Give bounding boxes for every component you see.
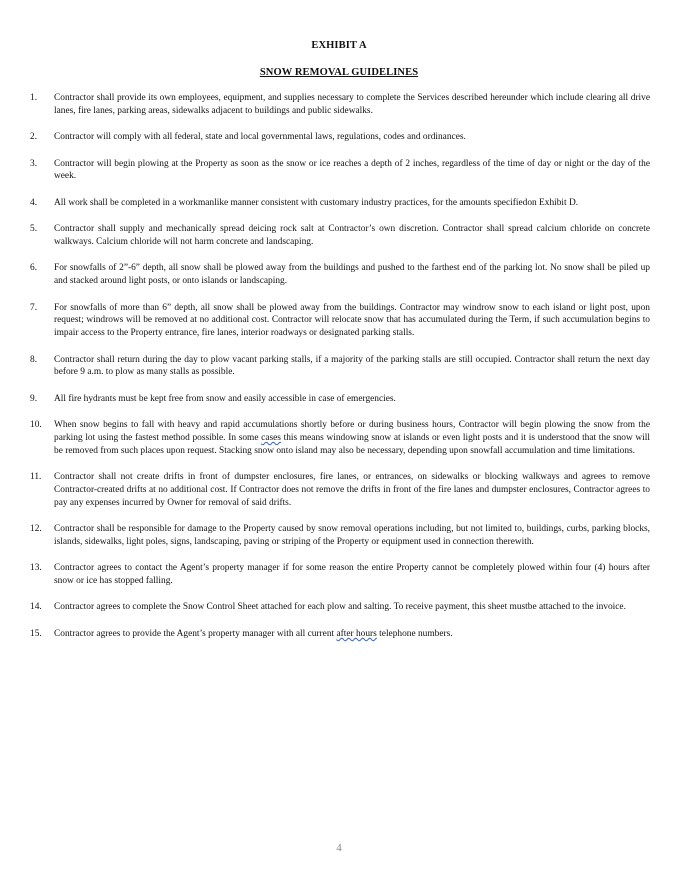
spellcheck-flagged-word[interactable]: cases <box>261 432 281 443</box>
item-text: Contractor will comply with all federal, state and local governmental laws, regulations, codes and ordinances. <box>54 132 466 143</box>
guideline-item-4 <box>30 197 650 210</box>
guideline-item-5 <box>30 223 650 249</box>
guidelines-list <box>30 92 650 654</box>
spellcheck-flagged-word[interactable]: after hours <box>336 628 377 639</box>
item-text: Contractor shall be responsible for damage to the Property caused by snow removal operations including, but not limited to, buildings, curbs, parking blocks, islands, sidewalks, light poles, signs, landscaping, paving or striping of the Property or equipment used in connection therewith. <box>54 524 650 547</box>
page-title: SNOW REMOVAL GUIDELINES <box>259 67 419 78</box>
guideline-item-6 <box>30 262 650 288</box>
item-text: All work shall be completed in a workmanlike manner consistent with customary industry practices, for the amounts specifiedon Exhibit D. <box>54 197 579 208</box>
item-number: 12. <box>30 524 42 535</box>
guideline-item-8 <box>30 354 650 380</box>
item-number: 6. <box>30 263 38 274</box>
guideline-item-13 <box>30 562 650 588</box>
item-text: Contractor agrees to complete the Snow Control Sheet attached for each plow and salting. To receive payment, this sheet mustbe attached to the invoice. <box>54 602 626 613</box>
guideline-item-10 <box>30 419 650 457</box>
item-number: 14. <box>30 602 42 613</box>
item-number: 7. <box>30 302 38 313</box>
item-number: 8. <box>30 354 38 365</box>
guideline-item-15 <box>30 628 650 641</box>
item-number: 1. <box>30 93 38 103</box>
item-text: All fire hydrants must be kept free from snow and easily accessible in case of emergencies. <box>54 393 396 404</box>
item-text: Contractor shall not create drifts in front of dumpster enclosures, fire lanes, or entrances, on sidewalks or blocking walkways and agrees to remove Contractor-created drifts at no additional cost. If Contractor does not remove the drifts in front of the fire lanes and dumpster enclosures, Contractor agrees to pay any expenses incurred by Owner for removal of said drifts. <box>54 472 650 508</box>
guideline-item-14 <box>30 601 650 614</box>
item-number: 15. <box>30 628 42 639</box>
item-text <box>54 629 453 639</box>
item-number: 3. <box>30 158 38 169</box>
item-number: 10. <box>30 420 42 431</box>
item-text: Contractor will begin plowing at the Property as soon as the snow or ice reaches a depth of 2 inches, regardless of the time of day or night or the day of the week. <box>54 158 650 182</box>
item-text: For snowfalls of more than 6” depth, all snow shall be plowed away from the buildings. Contractor may windrow snow to each island or light post, upon request; windrows will be removed at no additional cost. Contractor will relocate snow that has accumulated during the Term, if such accumulation begins to impair access to the Property entrance, fire lanes, interior roadways or designated parking stalls. <box>54 302 650 339</box>
item-number: 2. <box>30 132 38 143</box>
guideline-item-11 <box>30 471 650 509</box>
guideline-item-1 <box>30 92 650 118</box>
guideline-item-7 <box>30 302 650 340</box>
item-text-before: When snow begins to fall with heavy and rapid accumulations shortly before or during business hours, Contractor will begin plowing the snow from the parking lot using the fastest method possible. In some <box>54 420 650 443</box>
item-text: Contractor agrees to contact the Agent’s property manager if for some reason the entire Property cannot be completely plowed within four (4) hours after snow or ice has stopped falling. <box>54 563 650 587</box>
guideline-item-12 <box>30 523 650 549</box>
item-text-after: this means windowing snow at islands or even light posts and it is understood that the snow will be removed from such places upon request. Stacking snow onto island may also be necessary, depending upon snowfall accumulation and time limitations. <box>54 432 650 456</box>
item-text: Contractor shall provide its own employees, equipment, and supplies necessary to complete the Services described hereunder which include clearing all drive lanes, fire lanes, parking areas, sidewalks adjacent to buildings and public sidewalks. <box>54 93 650 116</box>
item-text-before: Contractor agrees to provide the Agent’s property manager with all current <box>54 628 337 639</box>
item-number: 5. <box>30 224 38 235</box>
item-text-after: telephone numbers. <box>376 628 453 639</box>
item-text: Contractor shall return during the day to plow vacant parking stalls, if a majority of the parking stalls are still occupied. Contractor shall return the next day before 9 a.m. to plow as many stalls as possible. <box>54 354 650 378</box>
guideline-item-3 <box>30 158 650 184</box>
page-number: 4 <box>336 842 342 854</box>
exhibit-heading: EXHIBIT A <box>311 40 367 51</box>
item-number: 9. <box>30 393 38 404</box>
guideline-item-9 <box>30 393 650 406</box>
guideline-item-2 <box>30 131 650 144</box>
item-number: 11. <box>30 472 42 483</box>
item-number: 4. <box>30 197 38 208</box>
item-number: 13. <box>30 563 42 574</box>
item-text <box>54 420 650 456</box>
item-text: Contractor shall supply and mechanically spread deicing rock salt at Contractor’s own discretion. Contractor shall spread calcium chloride on concrete walkways. Calcium chloride will not harm concrete and landscaping. <box>54 224 650 247</box>
item-text: For snowfalls of 2”-6” depth, all snow shall be plowed away from the buildings and pushed to the farthest end of the parking lot. No snow shall be piled up and stacked around light posts, or onto islands or landscaping. <box>54 263 650 287</box>
